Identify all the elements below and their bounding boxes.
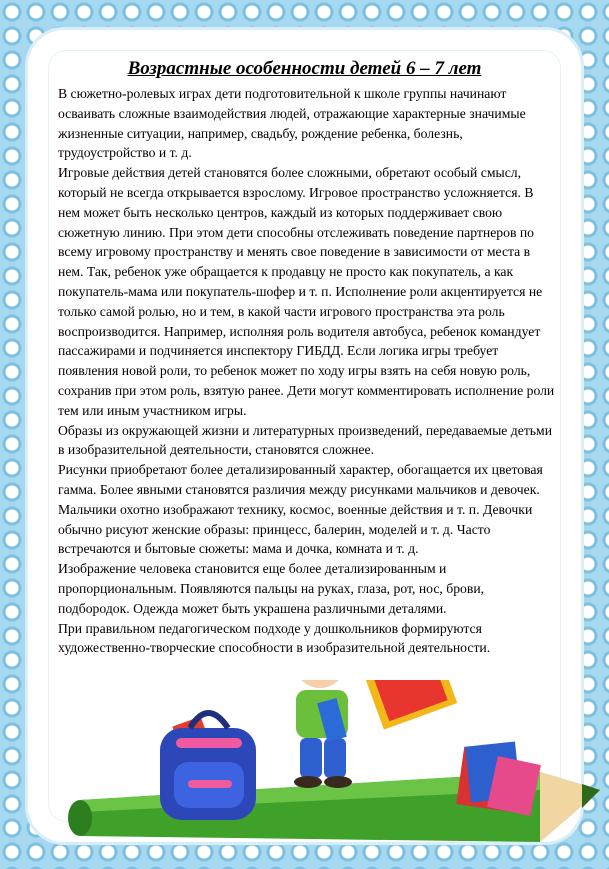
books-stack-illustration: [456, 742, 541, 816]
paragraph-drawings: Рисунки приобретают более детализированный характер, обогащается их цветовая гамма. Более явными становятся различия между рисунками мальчиков и девочек. Мальчики охотно изображают технику, космос, военные действия и т. п. Девочки обычно рисуют женские образы: принцесс, балерин, моделей и т. д. Часто встречаются и бытовые сюжеты: мама и дочка, комната и т. д.: [58, 462, 543, 557]
paragraph-role-play: В сюжетно-ролевых играх дети подготовительной к школе группы начинают осваивать сложные взаимодействия людей, отражающие характерные значимые жизненные ситуации, например, свадьбу, рождение ребенка, болезнь, трудоустройство и т. д.: [58, 86, 526, 161]
page-title: Возрастные особенности детей 6 – 7 лет: [127, 58, 482, 79]
paragraph-game-actions: Игровые действия детей становятся более сложными, обретают особый смысл, который не всегда открывается взрослому. Игровое пространство усложняется. В нем может быть несколько центров, каждый из которых поддерживает свою сюжетную линию. При этом дети способны отслеживать поведение партнеров по всему игровому пространству и менять свое поведение в зависимости от места в нем. Так, ребенок уже обращается к продавцу не просто как покупатель, а как покупатель-мама или покупатель-шофер и т. п. Исполнение роли акцентируется не только самой ролью, но и тем, в какой части игрового пространства эта роль воспроизводится. Например, исполняя роль водителя автобуса, ребенок командует пассажирами и подчиняется инспектору ГИБДД. Если логика игры требует появления новой роли, то ребенок может по ходу игры взять на себя новую роль, сохранив при этом роль, взятую ранее. Дети могут комментировать исполнение роли тем или иным участником игры.: [58, 165, 555, 418]
article-body: [58, 84, 558, 658]
child-illustration: [288, 680, 352, 788]
paragraph-images: Образы из окружающей жизни и литературных произведений, передаваемые детьми в изобразительной деятельности, становятся сложнее.: [58, 422, 553, 458]
paragraph-pedagogy: При правильном педагогическом подходе у дошкольников формируются художественно-творческие способности в изобразительной деятельности.: [58, 620, 491, 656]
backpack-illustration: [160, 713, 256, 820]
paragraph-human-image: Изображение человека становится еще более детализированным и пропорциональным. Появляются пальцы на руках, глаза, рот, нос, брови, подбородок. Одежда может быть украшена различными деталями.: [58, 561, 485, 616]
book-illustration: [365, 680, 457, 730]
illustration: [0, 680, 609, 869]
